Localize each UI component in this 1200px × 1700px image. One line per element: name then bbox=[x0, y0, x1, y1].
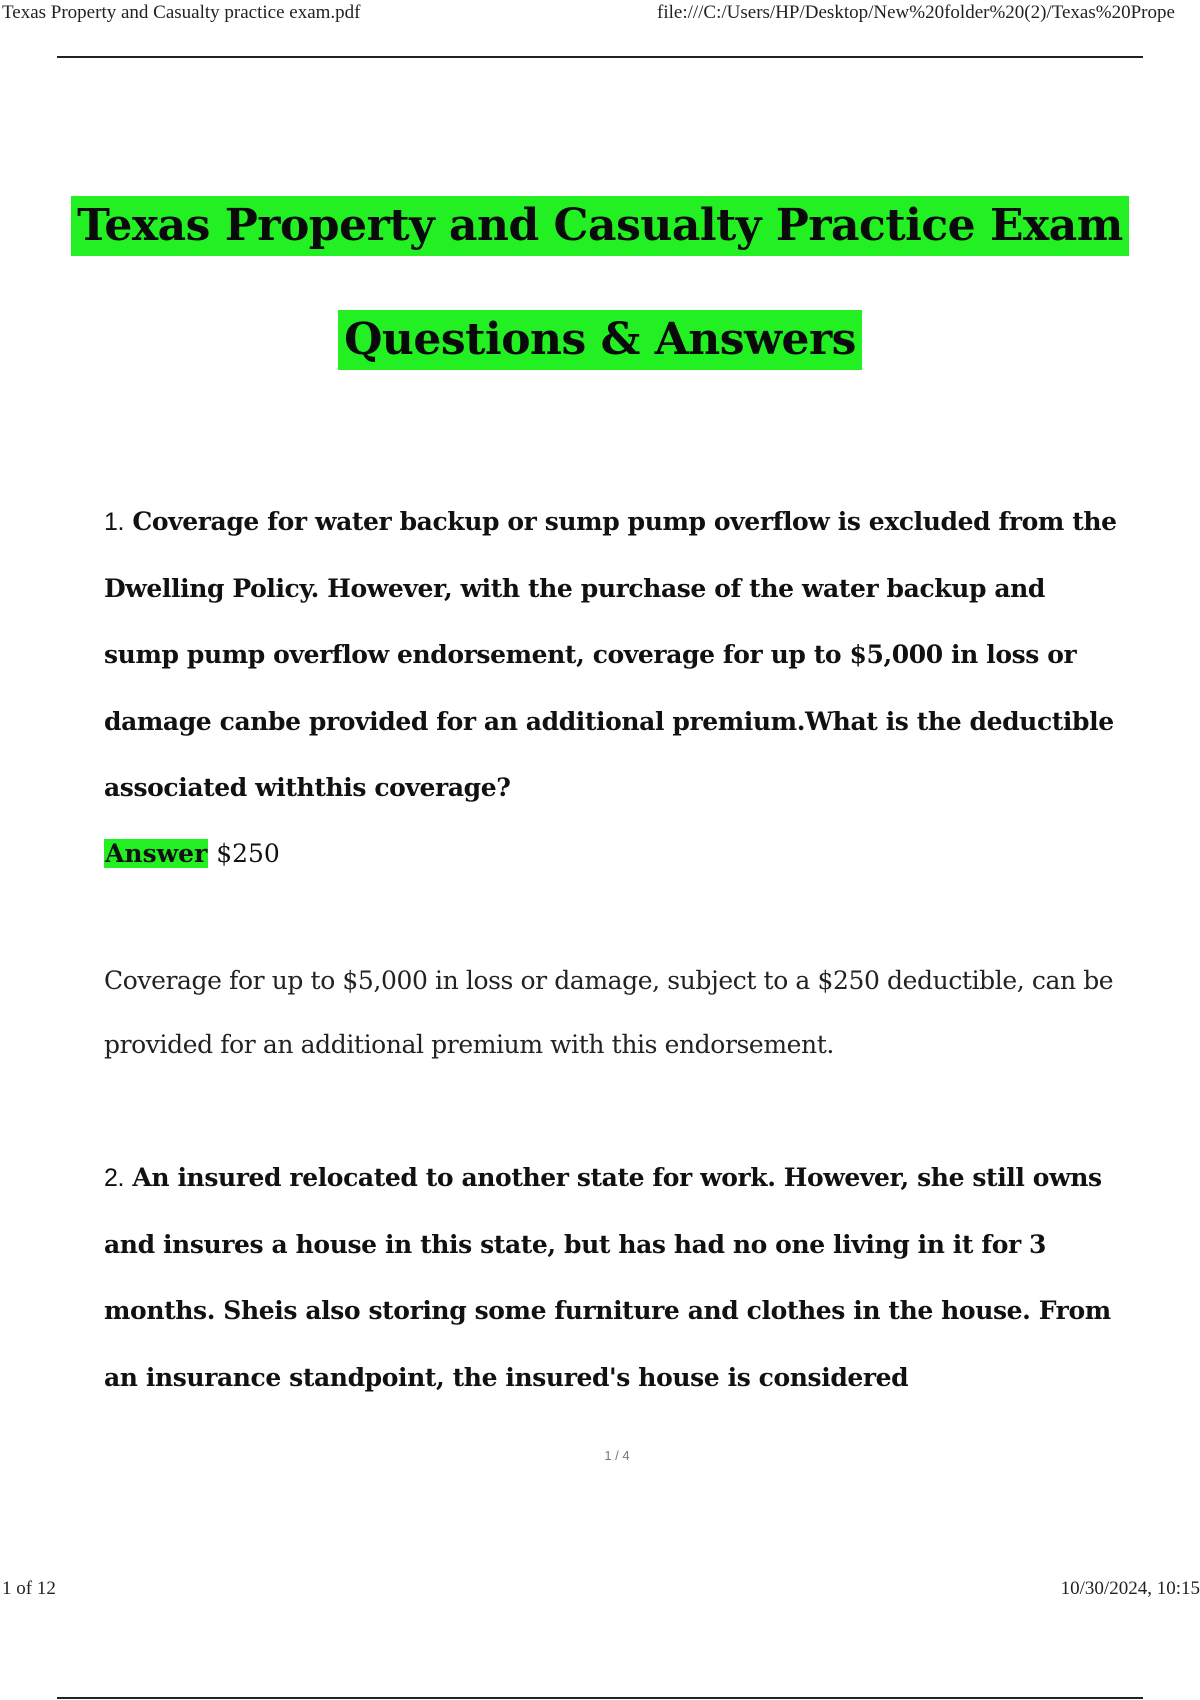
answer-value: $250 bbox=[216, 838, 280, 868]
question-1-body: Coverage for water backup or sump pump overflow is excluded from the Dwelling Policy. However, with the purchase of the water backup and sump pump overflow endorsement, coverage for up to $5,000 in loss or damage canbe provided for an additional premium.What is the deductible associated withthis coverage? bbox=[104, 507, 1117, 802]
document-title-text: Texas Property and Casualty Practice Exam bbox=[71, 196, 1129, 256]
question-1-answer bbox=[104, 834, 1124, 874]
question-1 bbox=[104, 489, 1124, 874]
question-1-explanation: Coverage for up to $5,000 in loss or damage, subject to a $250 deductible, can be provided for an additional premium with this endorsement. bbox=[104, 966, 1114, 1059]
question-2-body: An insured relocated to another state for work. However, she still owns and insures a house in this state, but has had no one living in it for 3 months. Sheis also storing some furniture and clothes in the house. From an insurance standpoint, the insured's house is considered bbox=[104, 1163, 1111, 1392]
print-footer-timestamp: 10/30/2024, 10:15 bbox=[1060, 1578, 1200, 1599]
print-header-doc-title: Texas Property and Casualty practice exam.pdf bbox=[2, 2, 361, 23]
question-2 bbox=[104, 1145, 1124, 1411]
top-divider bbox=[57, 56, 1143, 58]
answer-label: Answer bbox=[105, 838, 208, 868]
print-header-file-path: file:///C:/Users/HP/Desktop/New%20folder%20(2)/Texas%20Prope bbox=[657, 2, 1175, 23]
question-1-number: 1. bbox=[104, 508, 125, 536]
document-title-line-2 bbox=[0, 310, 1200, 370]
question-2-text bbox=[104, 1145, 1124, 1411]
bottom-divider bbox=[57, 1697, 1143, 1699]
question-2-number: 2. bbox=[104, 1164, 125, 1192]
page-indicator: 1 / 4 bbox=[604, 1448, 630, 1463]
print-footer-page-count: 1 of 12 bbox=[2, 1578, 56, 1599]
document-subtitle-text: Questions & Answers bbox=[338, 310, 862, 370]
document-title-line-1 bbox=[0, 196, 1200, 256]
question-1-text bbox=[104, 489, 1124, 822]
